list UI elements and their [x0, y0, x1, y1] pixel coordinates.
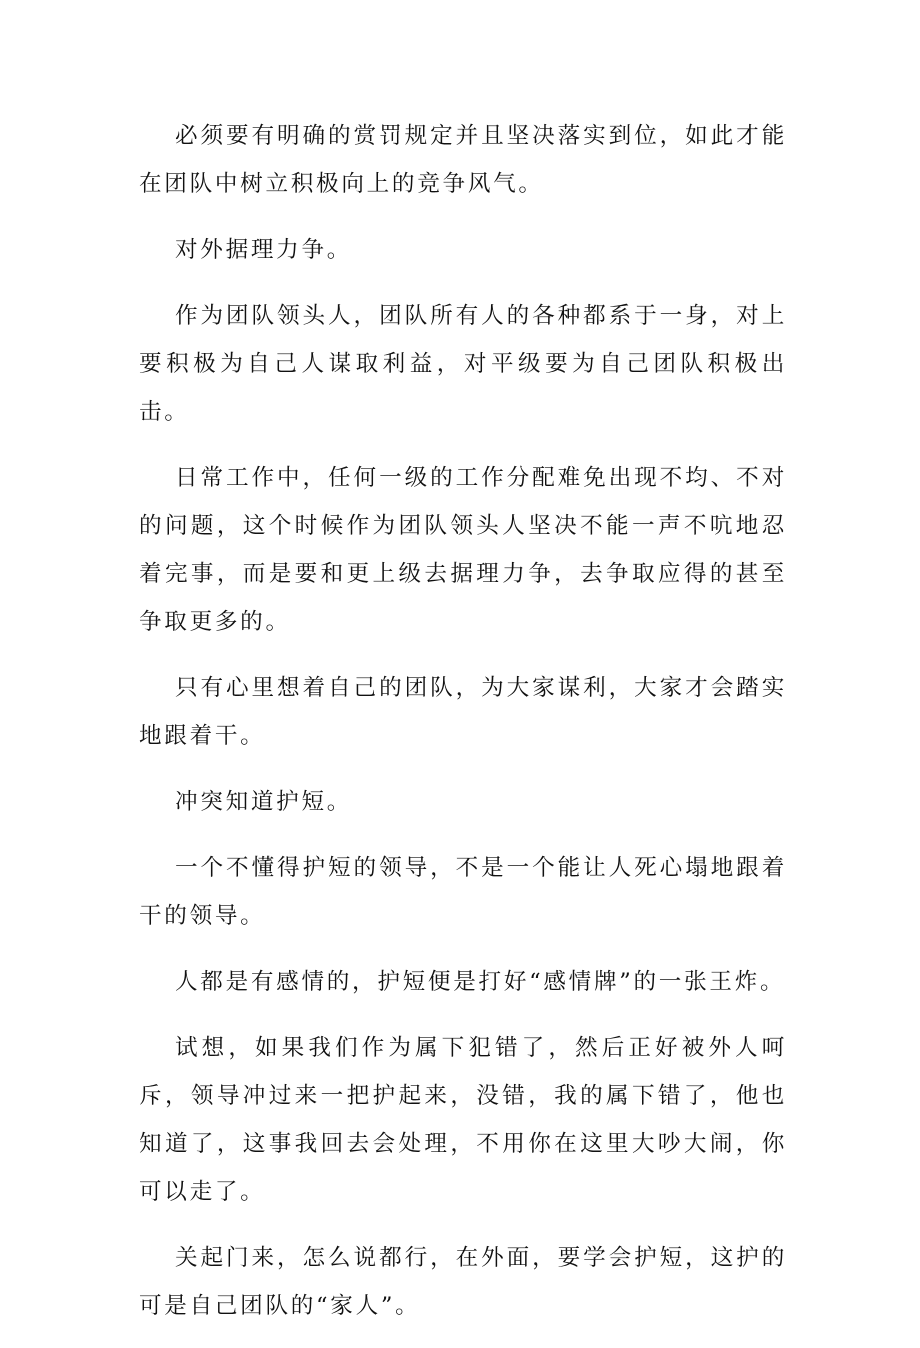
paragraph-4: 日常工作中，任何一级的工作分配难免出现不均、不对的问题，这个时候作为团队领头人坚决不能一声不吭地忍着完事，而是要和更上级去据理力争，去争取应得的甚至争取更多的。	[139, 465, 787, 635]
paragraph-10: 关起门来，怎么说都行，在外面，要学会护短，这护的可是自己团队的“家人”。	[139, 1245, 787, 1319]
paragraph-7: 一个不懂得护短的领导，不是一个能让人死心塌地跟着干的领导。	[139, 855, 787, 929]
paragraph-3: 作为团队领头人，团队所有人的各种都系于一身，对上要积极为自己人谋取利益，对平级要为自己团队积极出击。	[139, 303, 787, 425]
paragraph-9: 试想，如果我们作为属下犯错了，然后正好被外人呵斥，领导冲过来一把护起来，没错，我的属下错了，他也知道了，这事我回去会处理，不用你在这里大吵大闹，你可以走了。	[139, 1035, 787, 1205]
document-page	[139, 112, 787, 1348]
paragraph-8: 人都是有感情的，护短便是打好“感情牌”的一张王炸。	[175, 969, 786, 995]
paragraph-5: 只有心里想着自己的团队，为大家谋利，大家才会踏实地跟着干。	[139, 675, 787, 749]
paragraph-2: 对外据理力争。	[175, 237, 353, 263]
paragraph-1: 必须要有明确的赏罚规定并且坚决落实到位，如此才能在团队中树立积极向上的竞争风气。	[139, 123, 787, 197]
paragraph-6: 冲突知道护短。	[175, 789, 353, 815]
